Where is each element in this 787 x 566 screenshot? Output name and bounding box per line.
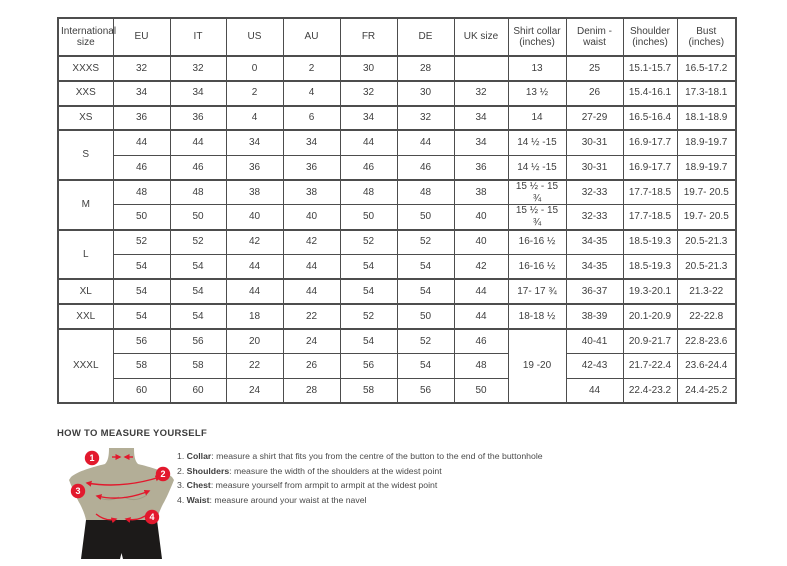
column-header: AU: [283, 18, 340, 56]
table-row: [58, 254, 736, 279]
cell: 34: [226, 130, 283, 155]
cell: 36: [170, 106, 226, 131]
cell: 24.4-25.2: [677, 378, 736, 403]
cell: 40-41: [566, 329, 623, 354]
column-header: FR: [340, 18, 397, 56]
cell: 58: [340, 378, 397, 403]
cell: 16.9-17.7: [623, 155, 677, 180]
cell: 36: [226, 155, 283, 180]
size-cell: XS: [58, 106, 113, 131]
cell: 24: [283, 329, 340, 354]
cell: 34: [283, 130, 340, 155]
cell: 48: [397, 180, 454, 205]
cell: 60: [113, 378, 170, 403]
cell: 44: [283, 279, 340, 304]
collar-cell: 19 -20: [508, 329, 566, 403]
cell: 46: [340, 155, 397, 180]
table-row: [58, 81, 736, 106]
cell: 15 ½ - 15 ¾: [508, 180, 566, 205]
cell: 54: [340, 279, 397, 304]
mannequin-illustration: [60, 444, 192, 566]
measure-section-title: HOW TO MEASURE YOURSELF: [57, 428, 208, 439]
column-header: Shirt collar (inches): [508, 18, 566, 56]
cell: 22.8-23.6: [677, 329, 736, 354]
cell: 50: [397, 205, 454, 230]
cell: 19.7- 20.5: [677, 180, 736, 205]
cell: 32-33: [566, 205, 623, 230]
cell: 40: [226, 205, 283, 230]
step-text: : measure the width of the shoulders at the widest point: [229, 465, 442, 476]
cell: 16-16 ½: [508, 254, 566, 279]
cell: 15.4-16.1: [623, 81, 677, 106]
column-header: IT: [170, 18, 226, 56]
cell: 18.5-19.3: [623, 230, 677, 255]
cell: 52: [170, 230, 226, 255]
cell: 16.9-17.7: [623, 130, 677, 155]
cell: 44: [454, 279, 508, 304]
step-number: 4.: [177, 494, 185, 505]
cell: 0: [226, 56, 283, 81]
size-cell: XXS: [58, 81, 113, 106]
cell: 42: [283, 230, 340, 255]
size-cell: XXL: [58, 304, 113, 329]
cell: 28: [397, 56, 454, 81]
cell: 50: [454, 378, 508, 403]
cell: 32: [340, 81, 397, 106]
cell: 60: [170, 378, 226, 403]
cell: 26: [566, 81, 623, 106]
cell: 34: [454, 106, 508, 131]
size-cell: XXXL: [58, 329, 113, 403]
cell: 56: [397, 378, 454, 403]
cell: 44: [170, 130, 226, 155]
column-header: US: [226, 18, 283, 56]
cell: 19.3-20.1: [623, 279, 677, 304]
cell: 18.9-19.7: [677, 155, 736, 180]
cell: 50: [170, 205, 226, 230]
table-row: [58, 354, 736, 379]
cell: 48: [113, 180, 170, 205]
cell: 32: [397, 106, 454, 131]
size-chart-table: [57, 17, 737, 404]
cell: 18.5-19.3: [623, 254, 677, 279]
cell: 44: [226, 279, 283, 304]
cell: 38-39: [566, 304, 623, 329]
cell: 25: [566, 56, 623, 81]
cell: 50: [340, 205, 397, 230]
size-cell: XXXS: [58, 56, 113, 81]
cell: 14: [508, 106, 566, 131]
table-row: [58, 279, 736, 304]
measure-step: [177, 466, 543, 481]
cell: 34-35: [566, 254, 623, 279]
step-text: : measure a shirt that fits you from the centre of the button to the end of the buttonhole: [211, 451, 543, 461]
cell: 19.7- 20.5: [677, 205, 736, 230]
cell: 30-31: [566, 155, 623, 180]
measure-step: [177, 480, 543, 495]
measure-step: [177, 451, 543, 466]
cell: 58: [170, 354, 226, 379]
cell: 54: [170, 304, 226, 329]
cell: 46: [113, 155, 170, 180]
cell: 38: [226, 180, 283, 205]
cell: 44: [397, 130, 454, 155]
column-header: DE: [397, 18, 454, 56]
cell: 20.9-21.7: [623, 329, 677, 354]
cell: 54: [170, 279, 226, 304]
cell: 40: [454, 205, 508, 230]
cell: 56: [340, 354, 397, 379]
size-cell: M: [58, 180, 113, 230]
cell: 22: [283, 304, 340, 329]
measure-marker-3-label: 3: [75, 486, 81, 497]
cell: 32: [454, 81, 508, 106]
cell: 30: [340, 56, 397, 81]
cell: 24: [226, 378, 283, 403]
cell: 15 ½ - 15 ¾: [508, 205, 566, 230]
cell: 2: [226, 81, 283, 106]
size-cell: L: [58, 230, 113, 280]
cell: 32-33: [566, 180, 623, 205]
cell: 22-22.8: [677, 304, 736, 329]
cell: 14 ½ -15: [508, 130, 566, 155]
cell: 2: [283, 56, 340, 81]
table-row: [58, 130, 736, 155]
step-number: 1.: [177, 451, 185, 461]
cell: 50: [113, 205, 170, 230]
cell: 42: [454, 254, 508, 279]
step-label: Waist: [186, 494, 210, 505]
cell: 4: [283, 81, 340, 106]
size-cell: XL: [58, 279, 113, 304]
cell: 48: [340, 180, 397, 205]
cell: 44: [566, 378, 623, 403]
cell: 48: [454, 354, 508, 379]
cell: 50: [397, 304, 454, 329]
cell: 46: [397, 155, 454, 180]
cell: 54: [340, 254, 397, 279]
size-cell: S: [58, 130, 113, 180]
step-number: 2.: [177, 465, 185, 476]
cell: 18.1-18.9: [677, 106, 736, 131]
column-header: UK size: [454, 18, 508, 56]
table-row: [58, 304, 736, 329]
mannequin-shorts: [81, 520, 162, 559]
cell: 52: [397, 329, 454, 354]
step-label: Shoulders: [186, 465, 230, 476]
cell: 21.7-22.4: [623, 354, 677, 379]
table-row: [58, 155, 736, 180]
cell: 54: [397, 354, 454, 379]
cell: 20.5-21.3: [677, 230, 736, 255]
cell: 42-43: [566, 354, 623, 379]
cell: 30: [397, 81, 454, 106]
cell: 17- 17 ¾: [508, 279, 566, 304]
step-text: : measure yourself from armpit to armpit at the widest point: [210, 480, 438, 491]
cell: 54: [397, 254, 454, 279]
cell: 18.9-19.7: [677, 130, 736, 155]
cell: 36: [113, 106, 170, 131]
cell: 15.1-15.7: [623, 56, 677, 81]
cell: 46: [454, 329, 508, 354]
cell: 16.5-16.4: [623, 106, 677, 131]
cell: 34: [170, 81, 226, 106]
cell: 18-18 ½: [508, 304, 566, 329]
step-label: Chest: [186, 480, 211, 491]
cell: 54: [170, 254, 226, 279]
cell: 36: [454, 155, 508, 180]
cell: 40: [283, 205, 340, 230]
cell: 22: [226, 354, 283, 379]
measure-marker-4-label: 4: [149, 512, 155, 523]
cell: 6: [283, 106, 340, 131]
measure-step: [177, 495, 543, 510]
cell: 16-16 ½: [508, 230, 566, 255]
cell: 20.5-21.3: [677, 254, 736, 279]
cell: 28: [283, 378, 340, 403]
cell: 16.5-17.2: [677, 56, 736, 81]
cell: 44: [340, 130, 397, 155]
column-header: EU: [113, 18, 170, 56]
cell: 44: [113, 130, 170, 155]
cell: 52: [113, 230, 170, 255]
cell: 48: [170, 180, 226, 205]
cell: 17.7-18.5: [623, 180, 677, 205]
cell: 56: [113, 329, 170, 354]
cell: 14 ½ -15: [508, 155, 566, 180]
cell: 54: [113, 304, 170, 329]
cell: 32: [170, 56, 226, 81]
cell: 32: [113, 56, 170, 81]
cell: 13: [508, 56, 566, 81]
cell: 44: [226, 254, 283, 279]
column-header: International size: [58, 18, 113, 56]
cell: 34: [340, 106, 397, 131]
cell: 44: [454, 304, 508, 329]
cell: 4: [226, 106, 283, 131]
column-header: Shoulder (inches): [623, 18, 677, 56]
cell: 54: [397, 279, 454, 304]
cell: 52: [340, 230, 397, 255]
table-header-row: [58, 18, 736, 56]
cell: 42: [226, 230, 283, 255]
table-row: [58, 378, 736, 403]
table-row: [58, 230, 736, 255]
cell: 18: [226, 304, 283, 329]
cell: 36-37: [566, 279, 623, 304]
cell: 54: [340, 329, 397, 354]
cell: 54: [113, 254, 170, 279]
step-label: Collar: [186, 451, 212, 461]
cell: 40: [454, 230, 508, 255]
cell: 17.3-18.1: [677, 81, 736, 106]
step-number: 3.: [177, 480, 185, 491]
cell: 54: [113, 279, 170, 304]
cell: 56: [170, 329, 226, 354]
measure-marker-2-label: 2: [160, 469, 166, 480]
cell: 36: [283, 155, 340, 180]
cell: 38: [283, 180, 340, 205]
table-row: [58, 329, 736, 354]
measure-steps-list: [177, 451, 543, 509]
cell: 34-35: [566, 230, 623, 255]
cell: 27-29: [566, 106, 623, 131]
step-text: : measure around your waist at the navel: [209, 494, 367, 505]
cell: 20: [226, 329, 283, 354]
table-row: [58, 180, 736, 205]
cell: 46: [170, 155, 226, 180]
measure-marker-1-label: 1: [89, 453, 95, 464]
cell: 52: [340, 304, 397, 329]
cell: 21.3-22: [677, 279, 736, 304]
cell: 52: [397, 230, 454, 255]
cell: [454, 56, 508, 81]
cell: 58: [113, 354, 170, 379]
table-row: [58, 106, 736, 131]
cell: 34: [454, 130, 508, 155]
cell: 30-31: [566, 130, 623, 155]
cell: 13 ½: [508, 81, 566, 106]
cell: 17.7-18.5: [623, 205, 677, 230]
cell: 22.4-23.2: [623, 378, 677, 403]
cell: 26: [283, 354, 340, 379]
cell: 20.1-20.9: [623, 304, 677, 329]
table-row: [58, 56, 736, 81]
cell: 23.6-24.4: [677, 354, 736, 379]
cell: 38: [454, 180, 508, 205]
column-header: Bust (inches): [677, 18, 736, 56]
cell: 34: [113, 81, 170, 106]
table-row: [58, 205, 736, 230]
cell: 44: [283, 254, 340, 279]
column-header: Denim - waist: [566, 18, 623, 56]
